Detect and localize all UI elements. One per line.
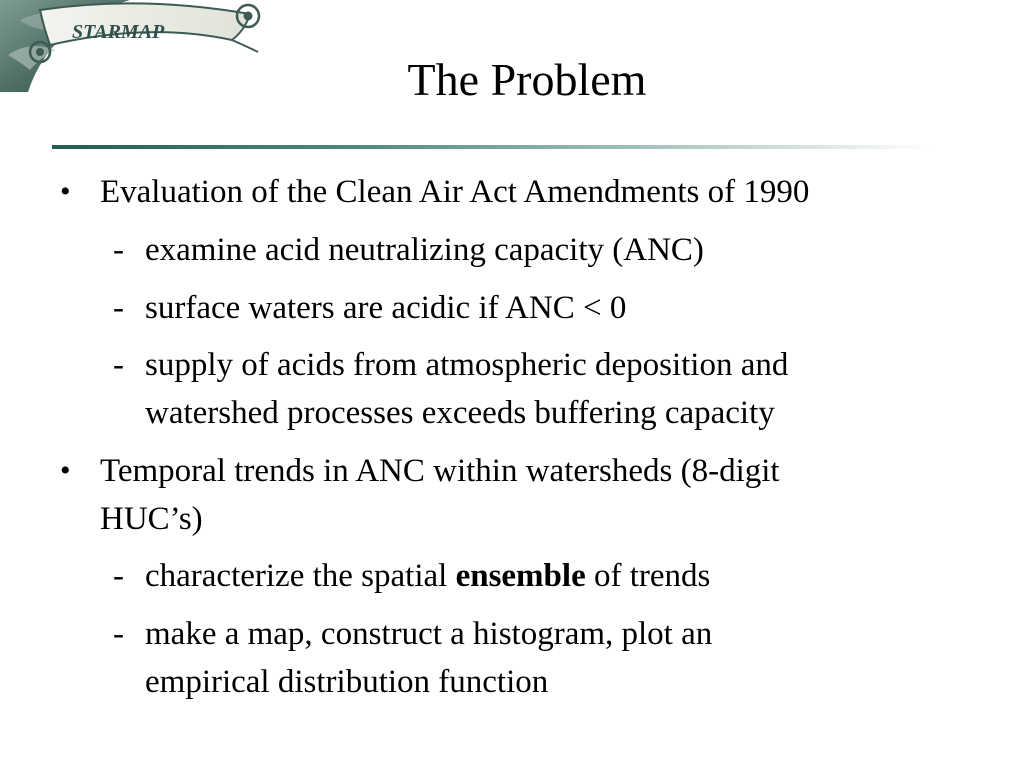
dash-marker: - bbox=[113, 232, 124, 268]
subitem-1-3-line-2: watershed processes exceeds buffering capacity bbox=[145, 395, 775, 431]
subitem-1-1-text: examine acid neutralizing capacity (ANC) bbox=[145, 232, 704, 268]
bullet-marker: • bbox=[60, 175, 71, 208]
subitem-2-2-line-2: empirical distribution function bbox=[145, 664, 549, 700]
subitem-2-1-part-1: characterize the spatial bbox=[145, 558, 456, 594]
dash-marker: - bbox=[113, 347, 124, 383]
bullet-2-line-1: Temporal trends in ANC within watersheds (8-digit bbox=[100, 453, 780, 489]
bullet-marker: • bbox=[60, 454, 71, 487]
subitem-2-1-part-3: of trends bbox=[585, 558, 711, 594]
dash-marker: - bbox=[113, 558, 124, 594]
bullet-1-text: Evaluation of the Clean Air Act Amendments of 1990 bbox=[100, 174, 810, 210]
subitem-1-3-line-1: supply of acids from atmospheric deposition and bbox=[145, 347, 789, 383]
subitem-2-1-text bbox=[145, 556, 710, 596]
bullet-2-line-2: HUC’s) bbox=[100, 501, 203, 537]
subitem-1-2-text: surface waters are acidic if ANC < 0 bbox=[145, 290, 627, 326]
dash-marker: - bbox=[113, 616, 124, 652]
emphasis-ensemble: ensemble bbox=[455, 558, 586, 594]
subitem-2-2-line-1: make a map, construct a histogram, plot an bbox=[145, 616, 713, 652]
logo-text: STARMAP bbox=[72, 21, 165, 43]
slide-title: The Problem bbox=[407, 54, 647, 105]
dash-marker: - bbox=[113, 290, 124, 326]
